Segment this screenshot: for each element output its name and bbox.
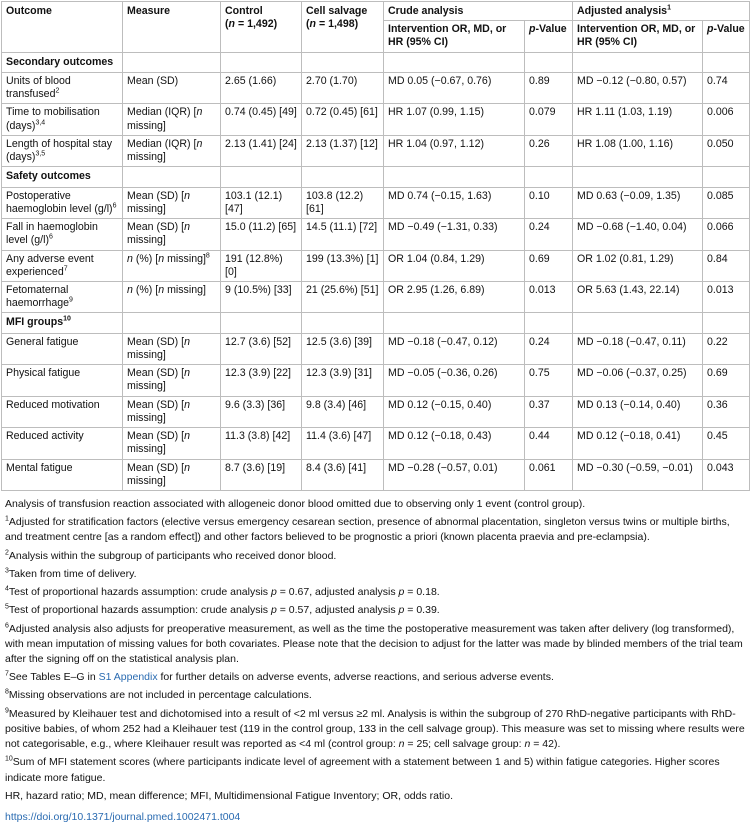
cell-salvage-value-cell: 8.4 (3.6) [41]: [302, 459, 384, 490]
crude-pvalue-cell: 0.75: [525, 365, 573, 396]
adjusted-pvalue-cell: 0.066: [703, 219, 750, 250]
header-crude-analysis: Crude analysis: [384, 2, 573, 21]
header-row-1: [2, 2, 750, 21]
control-value-cell: 8.7 (3.6) [19]: [221, 459, 302, 490]
cell-salvage-value-cell: 199 (13.3%) [1]: [302, 250, 384, 281]
footnote: $^7$See Tables E–G in S1 Appendix for further details on adverse events, adverse reactions, and serious adverse events.: [5, 670, 554, 684]
crude-estimate-cell: MD −0.05 (−0.36, 0.26): [384, 365, 525, 396]
footnote: $^1$Adjusted for stratification factors (elective versus emergency cesarean section, presence of abnormal placentation, singleton versus twins or multiple births, and treatment centre [as a random effect]) and other factors believed to be prognostic a priori (known placenta praevia and pre-eclampsia).: [5, 515, 730, 544]
crude-estimate-cell: HR 1.07 (0.99, 1.15): [384, 104, 525, 135]
appendix-link[interactable]: S1 Appendix: [98, 671, 158, 684]
section-empty-cell: [123, 313, 221, 333]
adjusted-estimate-cell: HR 1.08 (1.00, 1.16): [573, 135, 703, 166]
header-cell-salvage: Cell salvage (n = 1,498): [302, 2, 384, 53]
crude-pvalue-cell: 0.69: [525, 250, 573, 281]
header-measure: Measure: [123, 2, 221, 53]
control-value-cell: 15.0 (11.2) [65]: [221, 219, 302, 250]
table-row: [2, 250, 750, 281]
outcome-cell: Units of blood transfused$^2$: [2, 72, 123, 103]
adjusted-pvalue-cell: 0.45: [703, 428, 750, 459]
section-header-row: [2, 167, 750, 187]
section-empty-cell: [302, 52, 384, 72]
section-empty-cell: [221, 52, 302, 72]
cell-salvage-value-cell: 103.8 (12.2) [61]: [302, 187, 384, 218]
adjusted-pvalue-cell: 0.22: [703, 333, 750, 364]
measure-cell: n (%) [n missing]: [123, 281, 221, 312]
section-empty-cell: [384, 167, 525, 187]
header-crude-effect: Intervention OR, MD, or HR (95% CI): [384, 21, 525, 52]
footnote: $^3$Taken from time of delivery.: [5, 567, 137, 580]
cell-salvage-value-cell: 14.5 (11.1) [72]: [302, 219, 384, 250]
footnote: Analysis of transfusion reaction associated with allogeneic donor blood omitted due to observing only 1 event (control group).: [5, 498, 586, 511]
adjusted-estimate-cell: HR 1.11 (1.03, 1.19): [573, 104, 703, 135]
section-empty-cell: [221, 313, 302, 333]
control-value-cell: 11.3 (3.8) [42]: [221, 428, 302, 459]
adjusted-pvalue-cell: 0.69: [703, 365, 750, 396]
section-empty-cell: [525, 167, 573, 187]
crude-estimate-cell: MD −0.18 (−0.47, 0.12): [384, 333, 525, 364]
control-value-cell: 103.1 (12.1) [47]: [221, 187, 302, 218]
section-empty-cell: [703, 167, 750, 187]
crude-pvalue-cell: 0.061: [525, 459, 573, 490]
adjusted-estimate-cell: MD −0.18 (−0.47, 0.11): [573, 333, 703, 364]
footnote: $^8$Missing observations are not included in percentage calculations.: [5, 688, 312, 702]
footnote: HR, hazard ratio; MD, mean difference; MFI, Multidimensional Fatigue Inventory; OR, odds ratio.: [5, 789, 453, 802]
measure-cell: Mean (SD) [n missing]: [123, 428, 221, 459]
doi-link[interactable]: https://doi.org/10.1371/journal.pmed.1002471.t004: [5, 810, 241, 823]
control-value-cell: 9 (10.5%) [33]: [221, 281, 302, 312]
section-empty-cell: [221, 167, 302, 187]
crude-estimate-cell: MD 0.12 (−0.18, 0.43): [384, 428, 525, 459]
crude-estimate-cell: OR 2.95 (1.26, 6.89): [384, 281, 525, 312]
crude-estimate-cell: HR 1.04 (0.97, 1.12): [384, 135, 525, 166]
table-row: [2, 333, 750, 364]
control-value-cell: 12.3 (3.9) [22]: [221, 365, 302, 396]
measure-cell: Mean (SD): [123, 72, 221, 103]
header-control: Control (n = 1,492): [221, 2, 302, 53]
section-title: MFI groups$^{10}$: [2, 313, 123, 333]
adjusted-pvalue-cell: 0.006: [703, 104, 750, 135]
section-empty-cell: [703, 52, 750, 72]
cell-salvage-value-cell: 11.4 (3.6) [47]: [302, 428, 384, 459]
footnotes: [1, 491, 749, 804]
outcome-cell: Mental fatigue: [2, 459, 123, 490]
outcome-cell: General fatigue: [2, 333, 123, 364]
cell-salvage-value-cell: 12.5 (3.6) [39]: [302, 333, 384, 364]
control-value-cell: 191 (12.8%) [0]: [221, 250, 302, 281]
adjusted-estimate-cell: MD −0.68 (−1.40, 0.04): [573, 219, 703, 250]
adjusted-pvalue-cell: 0.013: [703, 281, 750, 312]
section-empty-cell: [573, 52, 703, 72]
crude-estimate-cell: OR 1.04 (0.84, 1.29): [384, 250, 525, 281]
section-empty-cell: [525, 52, 573, 72]
table-row: [2, 135, 750, 166]
adjusted-estimate-cell: MD −0.12 (−0.80, 0.57): [573, 72, 703, 103]
crude-estimate-cell: MD −0.49 (−1.31, 0.33): [384, 219, 525, 250]
section-empty-cell: [302, 313, 384, 333]
section-empty-cell: [573, 167, 703, 187]
outcome-cell: Length of hospital stay (days)$^{3,5}$: [2, 135, 123, 166]
outcome-cell: Reduced activity: [2, 428, 123, 459]
outcome-cell: Physical fatigue: [2, 365, 123, 396]
header-adjusted-effect: Intervention OR, MD, or HR (95% CI): [573, 21, 703, 52]
header-cell-salvage-n: (n = 1,498): [306, 18, 359, 31]
crude-pvalue-cell: 0.26: [525, 135, 573, 166]
adjusted-pvalue-cell: 0.84: [703, 250, 750, 281]
table-body: [2, 52, 750, 490]
adjusted-estimate-cell: MD 0.63 (−0.09, 1.35): [573, 187, 703, 218]
results-table: [1, 1, 750, 491]
adjusted-estimate-cell: MD −0.06 (−0.37, 0.25): [573, 365, 703, 396]
crude-pvalue-cell: 0.24: [525, 219, 573, 250]
table-row: [2, 104, 750, 135]
header-control-n: (n = 1,492): [225, 18, 278, 31]
table-row: [2, 428, 750, 459]
section-title: Safety outcomes: [2, 167, 123, 187]
outcome-cell: Any adverse event experienced$^7$: [2, 250, 123, 281]
cell-salvage-value-cell: 21 (25.6%) [51]: [302, 281, 384, 312]
cell-salvage-value-cell: 0.72 (0.45) [61]: [302, 104, 384, 135]
measure-cell: Mean (SD) [n missing]: [123, 187, 221, 218]
footnote: $^6$Adjusted analysis also adjusts for preoperative measurement, as well as the time the postoperative measurement was taken after delivery (log transformed), with mean imputation of missing values for both covariates. Please note that the decision to adjust for the latter was made by blinded members of the trial team after the signing off on the statistical analysis plan.: [5, 622, 743, 665]
outcome-cell: Postoperative haemoglobin level $(g/l)^6$: [2, 187, 123, 218]
crude-pvalue-cell: 0.89: [525, 72, 573, 103]
section-title: Secondary outcomes: [2, 52, 123, 72]
crude-estimate-cell: MD −0.28 (−0.57, 0.01): [384, 459, 525, 490]
footnote: $^2$Analysis within the subgroup of participants who received donor blood.: [5, 549, 337, 562]
control-value-cell: 12.7 (3.6) [52]: [221, 333, 302, 364]
adjusted-estimate-cell: OR 1.02 (0.81, 1.29): [573, 250, 703, 281]
crude-pvalue-cell: 0.10: [525, 187, 573, 218]
crude-pvalue-cell: 0.24: [525, 333, 573, 364]
crude-estimate-cell: MD 0.74 (−0.15, 1.63): [384, 187, 525, 218]
header-outcome: Outcome: [2, 2, 123, 53]
crude-pvalue-cell: 0.44: [525, 428, 573, 459]
crude-estimate-cell: MD 0.12 (−0.15, 0.40): [384, 396, 525, 427]
adjusted-estimate-cell: OR 5.63 (1.43, 22.14): [573, 281, 703, 312]
adjusted-estimate-cell: MD 0.12 (−0.18, 0.41): [573, 428, 703, 459]
section-empty-cell: [703, 313, 750, 333]
section-empty-cell: [573, 313, 703, 333]
control-value-cell: 2.65 (1.66): [221, 72, 302, 103]
section-empty-cell: [384, 313, 525, 333]
header-crude-pvalue: p-Value: [525, 21, 573, 52]
section-empty-cell: [525, 313, 573, 333]
section-empty-cell: [302, 167, 384, 187]
adjusted-estimate-cell: MD −0.30 (−0.59, −0.01): [573, 459, 703, 490]
section-empty-cell: [384, 52, 525, 72]
adjusted-pvalue-cell: 0.085: [703, 187, 750, 218]
adjusted-pvalue-cell: 0.36: [703, 396, 750, 427]
footnote: $^5$Test of proportional hazards assumption: crude analysis p = 0.57, adjusted analysis p = 0.39.: [5, 603, 440, 617]
section-empty-cell: [123, 52, 221, 72]
adjusted-estimate-cell: MD 0.13 (−0.14, 0.40): [573, 396, 703, 427]
cell-salvage-value-cell: 12.3 (3.9) [31]: [302, 365, 384, 396]
control-value-cell: 9.6 (3.3) [36]: [221, 396, 302, 427]
cell-salvage-value-cell: 9.8 (3.4) [46]: [302, 396, 384, 427]
footnote: $^4$Test of proportional hazards assumption: crude analysis p = 0.67, adjusted analysis p = 0.18.: [5, 585, 440, 599]
adjusted-pvalue-cell: 0.050: [703, 135, 750, 166]
outcome-cell: Fall in haemoglobin level $(g/l)^6$: [2, 219, 123, 250]
crude-pvalue-cell: 0.013: [525, 281, 573, 312]
measure-cell: n (%) [n missing]$^8$: [123, 250, 221, 281]
crude-estimate-cell: MD 0.05 (−0.67, 0.76): [384, 72, 525, 103]
outcome-cell: Fetomaternal haemorrhage$^9$: [2, 281, 123, 312]
measure-cell: Median (IQR) [n missing]: [123, 135, 221, 166]
section-header-row: [2, 52, 750, 72]
crude-pvalue-cell: 0.079: [525, 104, 573, 135]
table-row: [2, 365, 750, 396]
measure-cell: Mean (SD) [n missing]: [123, 396, 221, 427]
cell-salvage-value-cell: 2.13 (1.37) [12]: [302, 135, 384, 166]
outcome-cell: Time to mobilisation (days)$^{3,4}$: [2, 104, 123, 135]
table-row: [2, 219, 750, 250]
table-row: [2, 459, 750, 490]
control-value-cell: 2.13 (1.41) [24]: [221, 135, 302, 166]
header-adjusted-analysis: Adjusted analysis$^1$: [573, 2, 750, 21]
crude-pvalue-cell: 0.37: [525, 396, 573, 427]
adjusted-pvalue-cell: 0.043: [703, 459, 750, 490]
control-value-cell: 0.74 (0.45) [49]: [221, 104, 302, 135]
table-row: [2, 396, 750, 427]
footnote: $^9$Measured by Kleihauer test and dichotomised into a result of <2 ml versus ≥2 ml. Analysis is within the subgroup of 270 RhD-negative participants with RhD-positive babies, of whom 252 had a Kleihauer test (119 in the control group, 133 in the cell salvage group). This measure was set to missing where results were not categorisable, e.g., where Kleihauer result was reported as <4 ml (control group: n = 25; cell salvage group: n = 42).: [5, 707, 745, 751]
footnote: $^{10}$Sum of MFI statement scores (where participants indicate level of agreement with a statement between 1 and 5) within fatigue categories. Higher scores indicate more fatigue.: [5, 755, 720, 784]
measure-cell: Median (IQR) [n missing]: [123, 104, 221, 135]
adjusted-pvalue-cell: 0.74: [703, 72, 750, 103]
measure-cell: Mean (SD) [n missing]: [123, 459, 221, 490]
measure-cell: Mean (SD) [n missing]: [123, 219, 221, 250]
section-header-row: [2, 313, 750, 333]
table-row: [2, 187, 750, 218]
table-row: [2, 72, 750, 103]
cell-salvage-value-cell: 2.70 (1.70): [302, 72, 384, 103]
outcome-cell: Reduced motivation: [2, 396, 123, 427]
measure-cell: Mean (SD) [n missing]: [123, 333, 221, 364]
table-row: [2, 281, 750, 312]
section-empty-cell: [123, 167, 221, 187]
measure-cell: Mean (SD) [n missing]: [123, 365, 221, 396]
header-adjusted-pvalue: p-Value: [703, 21, 750, 52]
